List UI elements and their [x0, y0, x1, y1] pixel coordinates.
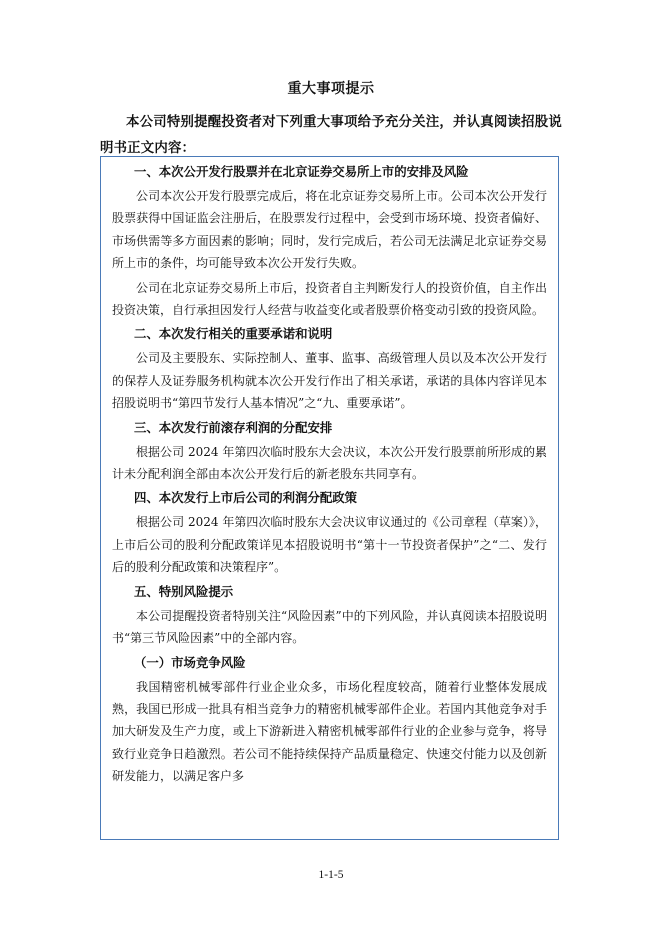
paragraph: 我国精密机械零部件行业企业众多，市场化程度较高，随着行业整体发展成熟，我国已形成一批具有相当竞争力的精密机械零部件企业。若国内其他竞争对手加大研发及生产力度，或上下游新进入精密机械零部件行业的企业参与竞争，将导致行业竞争日趋激烈。若公司不能持续保持产品质量稳定、快速交付能力以及创新研发能力，以满足客户多: [112, 679, 547, 784]
notice-box: [100, 156, 559, 840]
page-number: 1-1-5: [318, 869, 344, 881]
paragraph: 公司本次公开发行股票完成后，将在北京证券交易所上市。公司本次公开发行股票获得中国证监会注册后，在股票发行过程中，会受到市场环境、投资者偏好、市场供需等多方面因素的影响；同时，发行完成后，若公司无法满足北京证券交易所上市的条件，均可能导致本次公开发行失败。: [112, 189, 547, 271]
section-heading: 一、本次公开发行股票并在北京证券交易所上市的安排及风险: [134, 164, 469, 179]
section-heading: 二、本次发行相关的重要承诺和说明: [134, 326, 333, 342]
page-title: 重大事项提示: [287, 81, 375, 97]
paragraph: 公司在北京证券交易所上市后，投资者自主判断发行人的投资价值，自主作出投资决策，自行承担因发行人经营与收益变化或者股票价格变动引致的投资风险。: [112, 280, 547, 318]
paragraph: 公司及主要股东、实际控制人、董事、监事、高级管理人员以及本次公开发行的保荐人及证券服务机构就本次公开发行作出了相关承诺，承诺的具体内容详见本招股说明书“第四节发行人基本情况”之“九、重要承诺”。: [112, 351, 547, 411]
paragraph: 根据公司 2024 年第四次临时股东大会决议，本次公开发行股票前所形成的累计未分配利润全部由本次公开发行后的新老股东共同享有。: [112, 444, 547, 482]
paragraph: 根据公司 2024 年第四次临时股东大会决议审议通过的《公司章程（草案）》，上市后公司的股利分配政策详见本招股说明书“第十一节投资者保护”之“二、发行后的股利分配政策和决策程序”。: [112, 515, 547, 575]
section-heading: 五、特别风险提示: [134, 583, 234, 599]
section-heading: 四、本次发行上市后公司的利润分配政策: [134, 490, 358, 506]
subsection-heading: （一）市场竞争风险: [134, 654, 246, 670]
section-heading: 三、本次发行前滚存利润的分配安排: [134, 419, 333, 435]
paragraph: 本公司提醒投资者特别关注“风险因素”中的下列风险，并认真阅读本招股说明书“第三节风险因素”中的全部内容。: [112, 608, 547, 646]
intro-text: 本公司特别提醒投资者对下列重大事项给予充分关注，并认真阅读招股说明书正文内容：: [100, 114, 562, 156]
